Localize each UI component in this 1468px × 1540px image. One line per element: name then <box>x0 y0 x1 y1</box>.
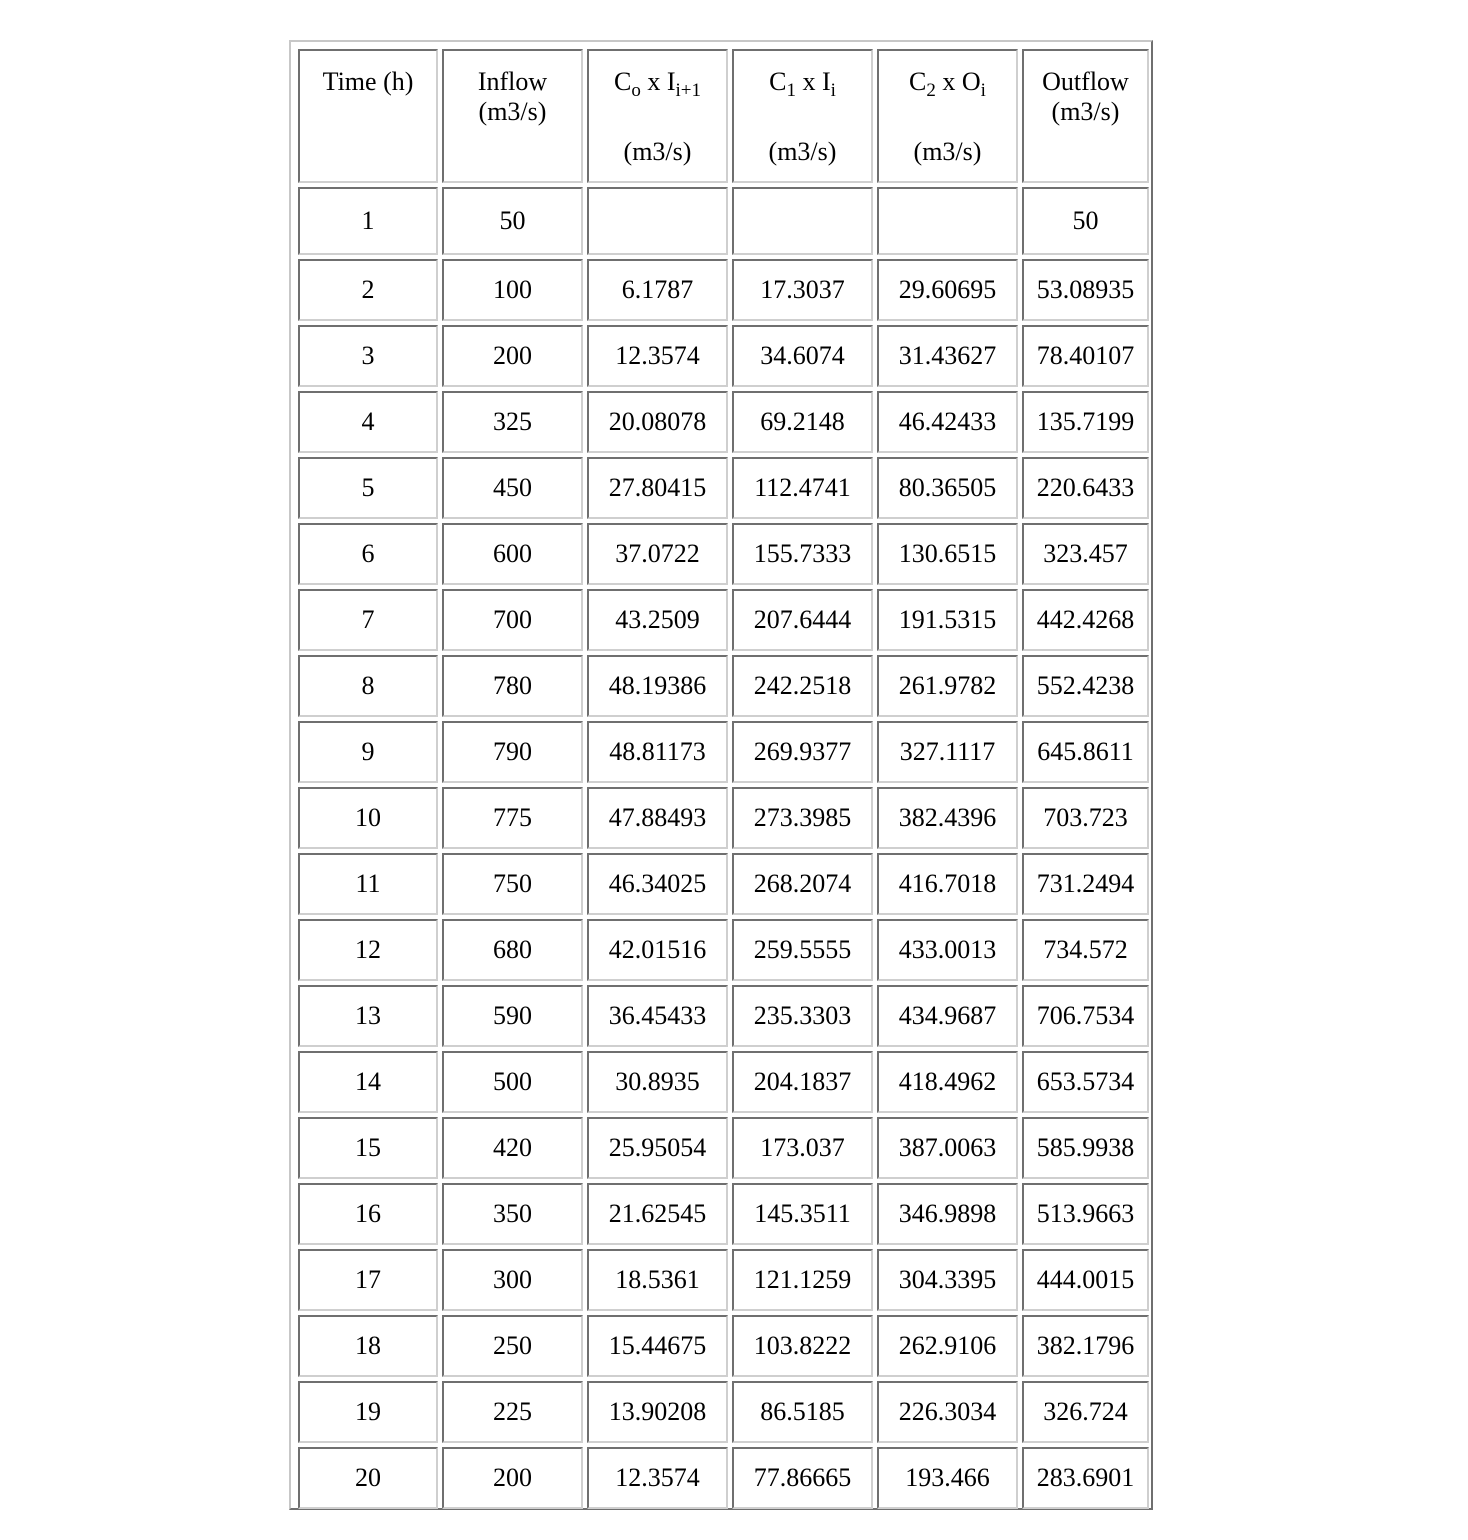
c1-inflow-cell: 69.2148 <box>732 391 873 453</box>
header-c2-coef-subscript: 2 <box>926 80 936 101</box>
c2-outflow-cell <box>877 187 1018 255</box>
header-c1-coef: C <box>769 67 787 96</box>
c2-outflow-cell: 29.60695 <box>877 259 1018 321</box>
co-inflow-next-cell: 43.2509 <box>587 589 728 651</box>
c1-inflow-cell: 173.037 <box>732 1117 873 1179</box>
outflow-cell: 731.2494 <box>1022 853 1149 915</box>
c2-outflow-cell: 416.7018 <box>877 853 1018 915</box>
c1-inflow-cell: 86.5185 <box>732 1381 873 1443</box>
outflow-cell: 645.8611 <box>1022 721 1149 783</box>
c1-inflow-cell: 34.6074 <box>732 325 873 387</box>
time-cell: 7 <box>298 589 438 651</box>
time-cell: 13 <box>298 985 438 1047</box>
table-body <box>298 187 1149 1509</box>
co-inflow-next-cell: 27.80415 <box>587 457 728 519</box>
table-row <box>298 1315 1149 1377</box>
c1-inflow-cell: 112.4741 <box>732 457 873 519</box>
c2-outflow-cell: 193.466 <box>877 1447 1018 1509</box>
c1-inflow-cell: 155.7333 <box>732 523 873 585</box>
c2-outflow-cell: 31.43627 <box>877 325 1018 387</box>
outflow-cell: 53.08935 <box>1022 259 1149 321</box>
inflow-cell: 700 <box>442 589 583 651</box>
inflow-cell: 500 <box>442 1051 583 1113</box>
outflow-cell: 323.457 <box>1022 523 1149 585</box>
outflow-cell: 706.7534 <box>1022 985 1149 1047</box>
outflow-cell: 442.4268 <box>1022 589 1149 651</box>
c2-outflow-cell: 261.9782 <box>877 655 1018 717</box>
outflow-cell: 382.1796 <box>1022 1315 1149 1377</box>
co-inflow-next-cell <box>587 187 728 255</box>
c2-outflow-cell: 304.3395 <box>877 1249 1018 1311</box>
c1-inflow-cell: 204.1837 <box>732 1051 873 1113</box>
inflow-cell: 100 <box>442 259 583 321</box>
outflow-cell: 283.6901 <box>1022 1447 1149 1509</box>
table-row <box>298 523 1149 585</box>
header-c1-formula <box>734 67 871 101</box>
outflow-cell: 703.723 <box>1022 787 1149 849</box>
c1-inflow-cell: 269.9377 <box>732 721 873 783</box>
c1-inflow-cell: 259.5555 <box>732 919 873 981</box>
time-cell: 12 <box>298 919 438 981</box>
inflow-cell: 750 <box>442 853 583 915</box>
inflow-cell: 790 <box>442 721 583 783</box>
inflow-cell: 50 <box>442 187 583 255</box>
header-c2-unit: (m3/s) <box>913 137 982 166</box>
c2-outflow-cell: 327.1117 <box>877 721 1018 783</box>
c1-inflow-cell: 145.3511 <box>732 1183 873 1245</box>
c1-inflow-cell: 242.2518 <box>732 655 873 717</box>
inflow-cell: 420 <box>442 1117 583 1179</box>
inflow-cell: 300 <box>442 1249 583 1311</box>
inflow-cell: 600 <box>442 523 583 585</box>
header-c1-unit: (m3/s) <box>768 137 837 166</box>
outflow-cell: 220.6433 <box>1022 457 1149 519</box>
outflow-cell: 135.7199 <box>1022 391 1149 453</box>
table-row <box>298 589 1149 651</box>
time-cell: 9 <box>298 721 438 783</box>
c2-outflow-cell: 130.6515 <box>877 523 1018 585</box>
time-cell: 15 <box>298 1117 438 1179</box>
c1-inflow-cell: 77.86665 <box>732 1447 873 1509</box>
co-inflow-next-cell: 18.5361 <box>587 1249 728 1311</box>
time-cell: 4 <box>298 391 438 453</box>
header-time <box>298 49 438 183</box>
outflow-cell: 326.724 <box>1022 1381 1149 1443</box>
time-cell: 10 <box>298 787 438 849</box>
table-row <box>298 325 1149 387</box>
inflow-cell: 350 <box>442 1183 583 1245</box>
outflow-cell: 585.9938 <box>1022 1117 1149 1179</box>
table-row <box>298 391 1149 453</box>
time-cell: 6 <box>298 523 438 585</box>
time-cell: 18 <box>298 1315 438 1377</box>
c1-inflow-cell: 103.8222 <box>732 1315 873 1377</box>
outflow-cell: 734.572 <box>1022 919 1149 981</box>
outflow-cell: 78.40107 <box>1022 325 1149 387</box>
header-row <box>298 49 1149 183</box>
outflow-cell: 444.0015 <box>1022 1249 1149 1311</box>
inflow-cell: 680 <box>442 919 583 981</box>
c1-inflow-cell: 121.1259 <box>732 1249 873 1311</box>
c2-outflow-cell: 226.3034 <box>877 1381 1018 1443</box>
c2-outflow-cell: 346.9898 <box>877 1183 1018 1245</box>
co-inflow-next-cell: 15.44675 <box>587 1315 728 1377</box>
table-row <box>298 853 1149 915</box>
header-outflow <box>1022 49 1149 183</box>
header-c1-coef-subscript: 1 <box>786 80 796 101</box>
inflow-cell: 200 <box>442 1447 583 1509</box>
inflow-cell: 450 <box>442 457 583 519</box>
header-c2-formula <box>879 67 1016 101</box>
header-c1-x-inflow <box>732 49 873 183</box>
table-row <box>298 187 1149 255</box>
header-c1-var-subscript: i <box>830 80 836 101</box>
header-co-formula <box>589 67 726 101</box>
table-row <box>298 787 1149 849</box>
time-cell: 3 <box>298 325 438 387</box>
inflow-cell: 775 <box>442 787 583 849</box>
co-inflow-next-cell: 46.34025 <box>587 853 728 915</box>
header-c2-x-outflow <box>877 49 1018 183</box>
co-inflow-next-cell: 20.08078 <box>587 391 728 453</box>
time-cell: 14 <box>298 1051 438 1113</box>
header-co-coef: C <box>613 67 632 96</box>
header-outflow-unit: (m3/s) <box>1051 97 1120 126</box>
c1-inflow-cell: 207.6444 <box>732 589 873 651</box>
co-inflow-next-cell: 30.8935 <box>587 1051 728 1113</box>
time-cell: 2 <box>298 259 438 321</box>
header-c2-var-subscript: i <box>980 80 986 101</box>
table-row <box>298 655 1149 717</box>
co-inflow-next-cell: 21.62545 <box>587 1183 728 1245</box>
co-inflow-next-cell: 12.3574 <box>587 1447 728 1509</box>
inflow-cell: 590 <box>442 985 583 1047</box>
header-inflow-label: Inflow <box>477 67 548 96</box>
outflow-cell: 653.5734 <box>1022 1051 1149 1113</box>
c2-outflow-cell: 382.4396 <box>877 787 1018 849</box>
c2-outflow-cell: 387.0063 <box>877 1117 1018 1179</box>
time-cell: 11 <box>298 853 438 915</box>
co-inflow-next-cell: 42.01516 <box>587 919 728 981</box>
table-row <box>298 1117 1149 1179</box>
table-row <box>298 1183 1149 1245</box>
routing-table-frame <box>289 40 1153 1510</box>
inflow-cell: 250 <box>442 1315 583 1377</box>
c2-outflow-cell: 418.4962 <box>877 1051 1018 1113</box>
time-cell: 16 <box>298 1183 438 1245</box>
table-row <box>298 1051 1149 1113</box>
table-row <box>298 919 1149 981</box>
c2-outflow-cell: 80.36505 <box>877 457 1018 519</box>
c1-inflow-cell: 17.3037 <box>732 259 873 321</box>
outflow-cell: 50 <box>1022 187 1149 255</box>
header-co-mult: x I <box>640 67 676 96</box>
outflow-cell: 513.9663 <box>1022 1183 1149 1245</box>
header-c1-mult: x I <box>795 67 831 96</box>
co-inflow-next-cell: 48.81173 <box>587 721 728 783</box>
time-cell: 1 <box>298 187 438 255</box>
table-row <box>298 1447 1149 1509</box>
co-inflow-next-cell: 25.95054 <box>587 1117 728 1179</box>
co-inflow-next-cell: 13.90208 <box>587 1381 728 1443</box>
outflow-cell: 552.4238 <box>1022 655 1149 717</box>
co-inflow-next-cell: 47.88493 <box>587 787 728 849</box>
table-row <box>298 985 1149 1047</box>
header-co-var-subscript: i+1 <box>675 80 701 101</box>
co-inflow-next-cell: 36.45433 <box>587 985 728 1047</box>
time-cell: 19 <box>298 1381 438 1443</box>
time-cell: 8 <box>298 655 438 717</box>
co-inflow-next-cell: 48.19386 <box>587 655 728 717</box>
header-c2-mult: x O <box>935 67 981 96</box>
table-row <box>298 259 1149 321</box>
c1-inflow-cell <box>732 187 873 255</box>
time-cell: 17 <box>298 1249 438 1311</box>
inflow-cell: 200 <box>442 325 583 387</box>
inflow-cell: 225 <box>442 1381 583 1443</box>
inflow-cell: 780 <box>442 655 583 717</box>
header-co-x-inflow-next <box>587 49 728 183</box>
header-time-label: Time (h) <box>322 67 414 96</box>
header-outflow-label: Outflow <box>1042 67 1129 96</box>
inflow-cell: 325 <box>442 391 583 453</box>
header-inflow-unit: (m3/s) <box>478 97 547 126</box>
table-row <box>298 721 1149 783</box>
time-cell: 20 <box>298 1447 438 1509</box>
co-inflow-next-cell: 12.3574 <box>587 325 728 387</box>
c1-inflow-cell: 235.3303 <box>732 985 873 1047</box>
table-row <box>298 1249 1149 1311</box>
time-cell: 5 <box>298 457 438 519</box>
table-row <box>298 1381 1149 1443</box>
c1-inflow-cell: 273.3985 <box>732 787 873 849</box>
co-inflow-next-cell: 37.0722 <box>587 523 728 585</box>
table-row <box>298 457 1149 519</box>
c1-inflow-cell: 268.2074 <box>732 853 873 915</box>
header-co-unit: (m3/s) <box>623 137 692 166</box>
header-inflow <box>442 49 583 183</box>
c2-outflow-cell: 433.0013 <box>877 919 1018 981</box>
c2-outflow-cell: 191.5315 <box>877 589 1018 651</box>
routing-table <box>294 45 1153 1513</box>
co-inflow-next-cell: 6.1787 <box>587 259 728 321</box>
header-co-coef-subscript: o <box>631 80 641 101</box>
c2-outflow-cell: 46.42433 <box>877 391 1018 453</box>
header-c2-coef: C <box>909 67 927 96</box>
c2-outflow-cell: 434.9687 <box>877 985 1018 1047</box>
c2-outflow-cell: 262.9106 <box>877 1315 1018 1377</box>
